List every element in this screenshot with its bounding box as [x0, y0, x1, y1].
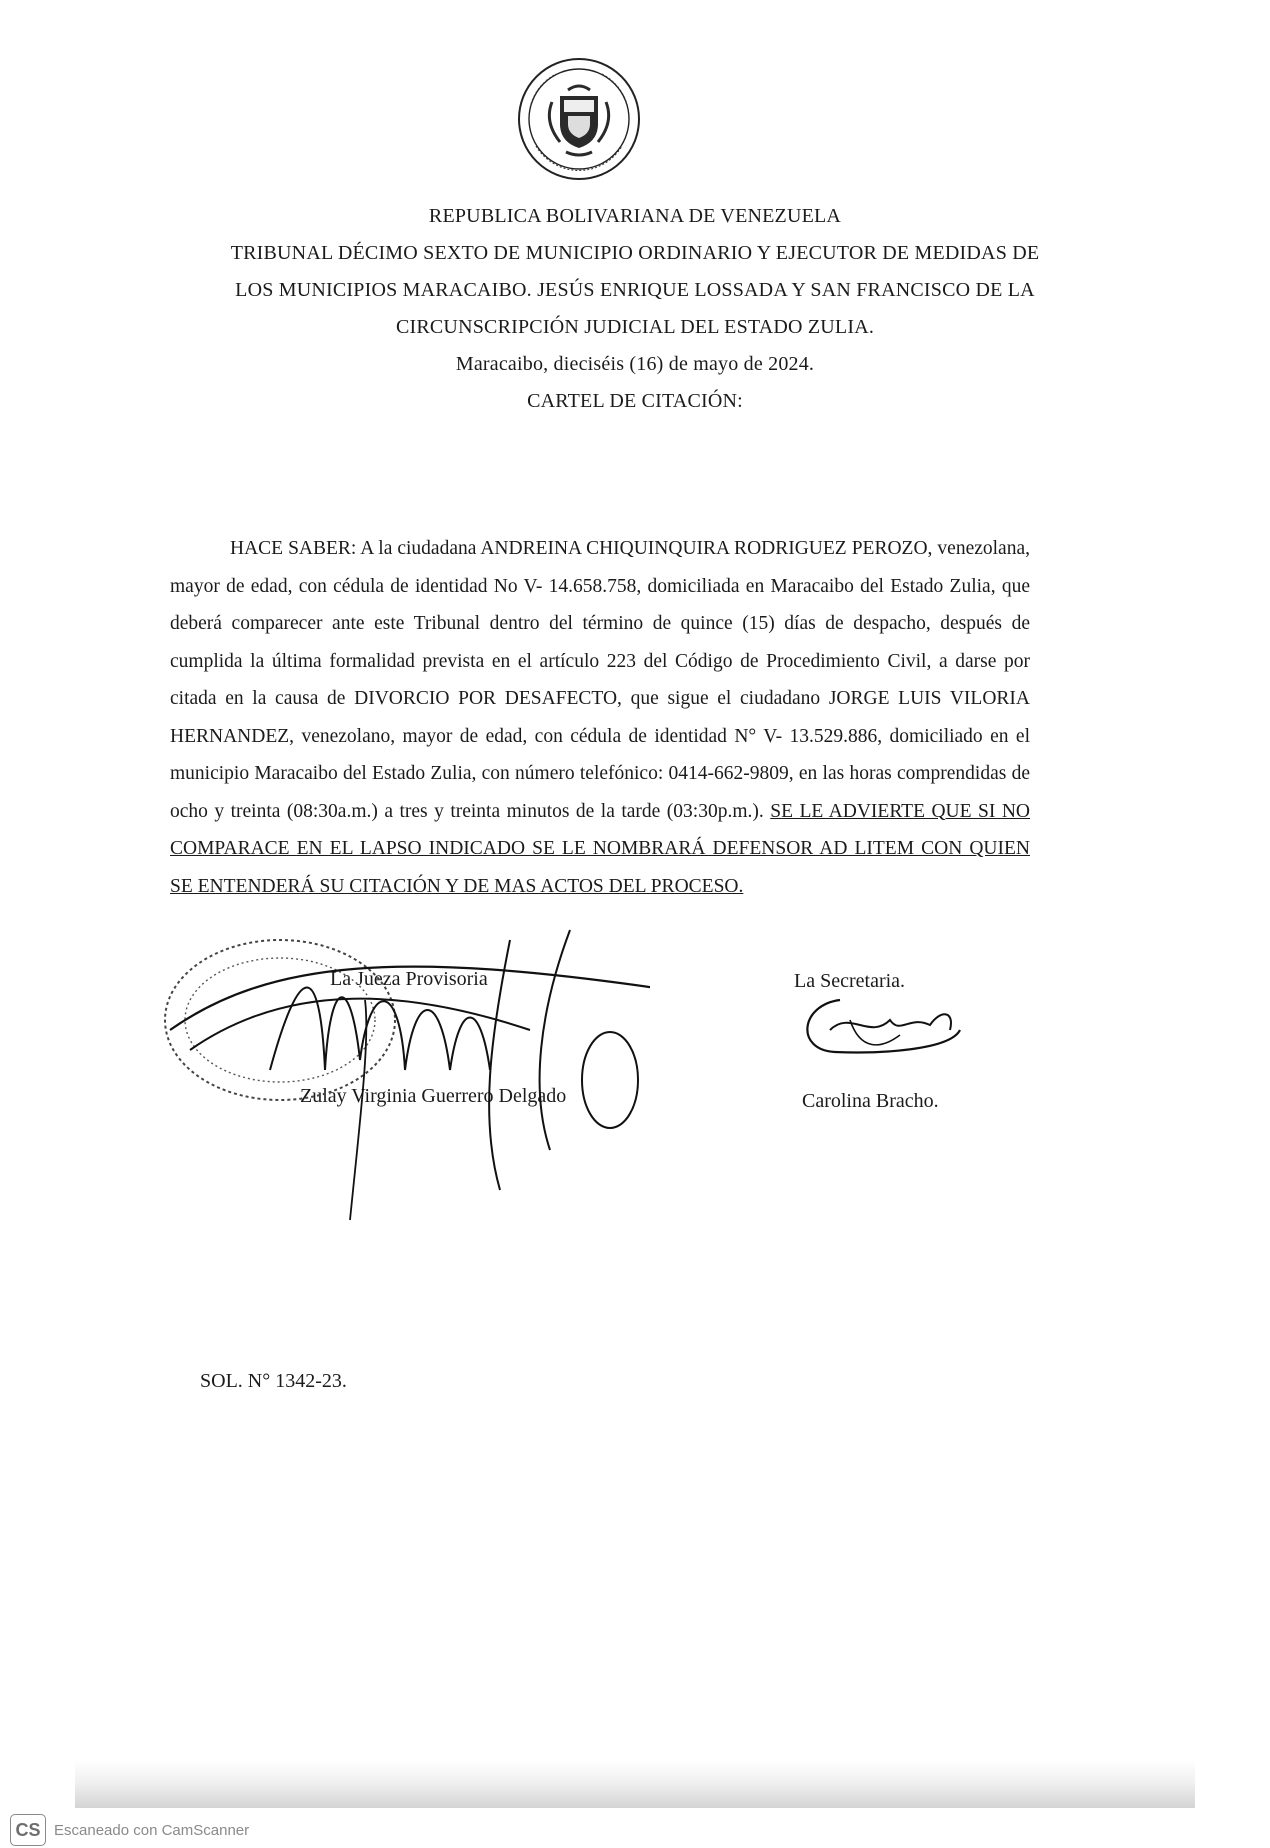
- header-republic: REPUBLICA BOLIVARIANA DE VENEZUELA: [428, 205, 842, 227]
- secretary-signature: [790, 980, 980, 1070]
- reference-number: SOL. N° 1342-23.: [200, 1370, 347, 1392]
- header-court-line-3: CIRCUNSCRIPCIÓN JUDICIAL DEL ESTADO ZULIA.: [395, 316, 875, 338]
- coat-of-arms-seal: [516, 56, 642, 182]
- header-date: Maracaibo, dieciséis (16) de mayo de 2024.: [455, 353, 815, 375]
- scanner-footer-text: Escaneado con CamScanner: [54, 1821, 250, 1839]
- citation-body: [170, 530, 1030, 905]
- judge-name: Zulay Virginia Guerrero Delgado: [300, 1085, 567, 1107]
- scan-edge-shadow: [75, 1760, 1195, 1808]
- document-title: CARTEL DE CITACIÓN:: [527, 390, 743, 412]
- secretary-name: Carolina Bracho.: [802, 1090, 939, 1112]
- scanner-footer: [10, 1812, 249, 1848]
- citation-text: HACE SABER: A la ciudadana ANDREINA CHIQUINQUIRA RODRIGUEZ PEROZO, venezolana, mayor de edad, con cédula de identidad No V- 14.658.758, domiciliada en Maracaibo del Estado Zulia, que deberá comparecer ante este Tribunal dentro del término de quince (15) días de despacho, después de cumplida la última formalidad prevista en el artículo 223 del Código de Procedimiento Civil, a darse por citada en la causa de DIVORCIO POR DESAFECTO, que sigue el ciudadano JORGE LUIS VILORIA HERNANDEZ, venezolano, mayor de edad, con cédula de identidad N° V- 13.529.886, domiciliado en el municipio Maracaibo del Estado Zulia, con número telefónico: 0414-662-9809, en las horas comprendidas de ocho y treinta (08:30a.m.) a tres y treinta minutos de la tarde (03:30p.m.).: [170, 538, 1030, 822]
- judge-title: La Jueza Provisoria: [330, 968, 488, 990]
- header-court-line-1: TRIBUNAL DÉCIMO SEXTO DE MUNICIPIO ORDINARIO Y EJECUTOR DE MEDIDAS DE: [230, 242, 1040, 264]
- secretary-title: La Secretaria.: [794, 970, 906, 992]
- camscanner-logo: CS: [10, 1814, 46, 1846]
- header-court-line-2: LOS MUNICIPIOS MARACAIBO. JESÚS ENRIQUE LOSSADA Y SAN FRANCISCO DE LA: [235, 279, 1035, 301]
- citation-warning: SE LE ADVIERTE QUE SI NO COMPARACE EN EL LAPSO INDICADO SE LE NOMBRARÁ DEFENSOR AD LITEM CON QUIEN SE ENTENDERÁ SU CITACIÓN Y DE MAS ACTOS DEL PROCESO.: [170, 800, 1031, 897]
